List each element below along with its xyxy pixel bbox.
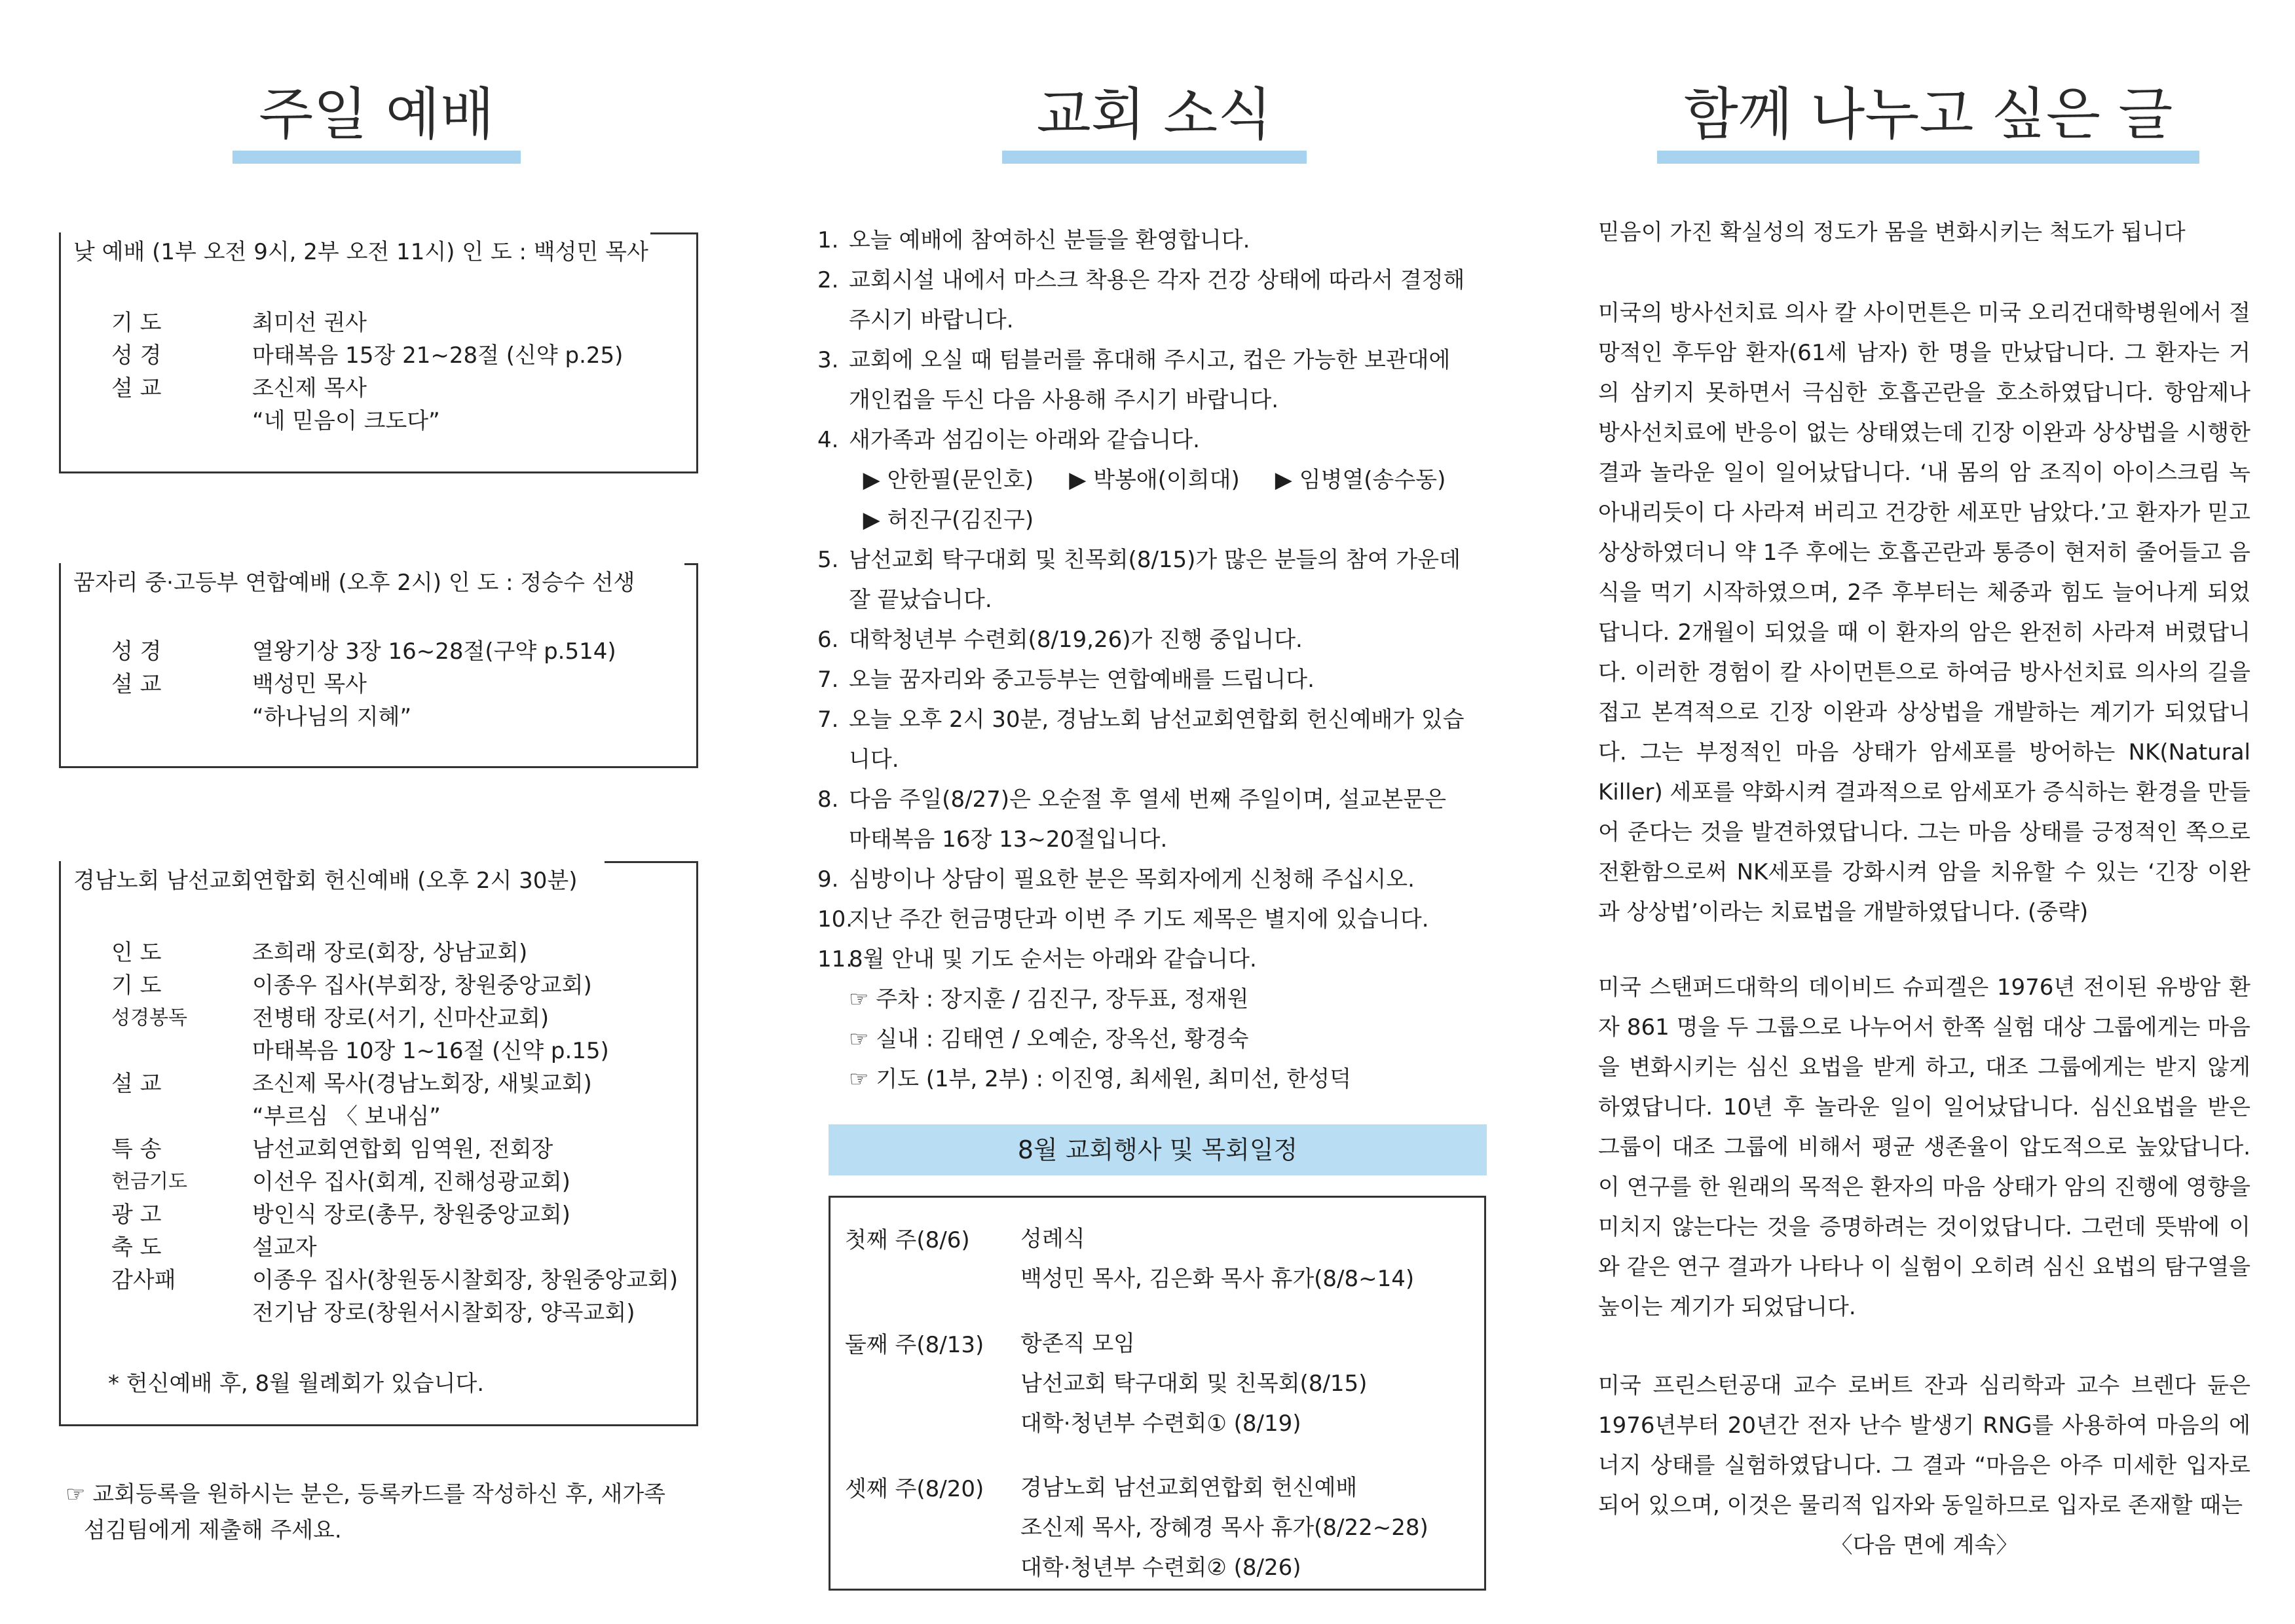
registration-note-line1: ☞ 교회등록을 원하시는 분은, 등록카드를 작성하신 후, 새가족 bbox=[65, 1481, 666, 1507]
news-line-21 bbox=[817, 1020, 1248, 1060]
news-num-4: 3. bbox=[817, 347, 839, 373]
youth-service-top-line bbox=[684, 563, 696, 565]
union-value-8: 이선우 집사(회계, 진해성광교회) bbox=[252, 1169, 570, 1195]
news-line-20 bbox=[817, 980, 1248, 1020]
news-text-13: 오늘 오후 2시 30분, 경남노회 남선교회연합회 헌신예배가 있습 bbox=[849, 707, 1465, 733]
news-line-5 bbox=[817, 380, 1278, 420]
day-service-top-line bbox=[650, 232, 696, 234]
schedule-week-1-event-2: 백성민 목사, 김은화 목사 휴가(8/8~14) bbox=[1020, 1266, 1415, 1292]
day-service-value-1: 최미선 권사 bbox=[252, 310, 367, 336]
news-num-11: 6. bbox=[817, 627, 839, 653]
share-heading bbox=[1657, 75, 2199, 170]
union-label-7: 특 송 bbox=[111, 1136, 162, 1162]
news-line-12 bbox=[817, 660, 1315, 700]
news-line-7 bbox=[817, 460, 1446, 500]
worship-heading-text: 주일 예배 bbox=[259, 82, 494, 147]
news-text-8: ▶ 허진구(김진구) bbox=[849, 507, 1034, 533]
union-label-2: 기 도 bbox=[111, 972, 162, 999]
union-value-4: 마태복음 10장 1~16절 (신약 p.15) bbox=[252, 1038, 609, 1064]
youth-service-value-1: 열왕기상 3장 16~28절(구약 p.514) bbox=[252, 638, 616, 665]
essay-paragraph-2-text: 미국 스탠퍼드대학의 데이비드 슈피겔은 1976년 전이된 유방암 환자 861 명을 두 그룹으로 나누어서 한쪽 실험 대상 그룹에게는 마음을 변화시키는 심신 요법을 받게 하고, 대조 그룹에게는 받지 않게 하였답니다. 10년 후 놀라운 일이 일어났답니다. 심신요법을 받은 그룹이 대조 그룹에 비해서 평균 생존율이 압도적으로 높았답니다. 이 연구를 한 원래의 목적은 환자의 마음 상태가 암의 진행에 영향을 미치지 않는다는 것을 증명하려는 것이었답니다. 그런데 뜻밖에 이와 같은 연구 결과가 나타나 이 실험이 오히려 심신 요법의 탐구열을 높이는 계기가 되었답니다. bbox=[1598, 974, 2250, 1320]
schedule-week-3-event-1: 경남노회 남선교회연합회 헌신예배 bbox=[1020, 1475, 1358, 1501]
schedule-week-1-event-1: 성례식 bbox=[1020, 1226, 1085, 1252]
union-value-10: 설교자 bbox=[252, 1234, 317, 1261]
news-heading bbox=[1002, 75, 1307, 170]
union-value-6: “부르심 〈 보내심” bbox=[252, 1103, 441, 1130]
news-line-3 bbox=[817, 301, 1014, 341]
news-text-19: 8월 안내 및 기도 순서는 아래와 같습니다. bbox=[849, 946, 1257, 972]
day-service-label-2: 성 경 bbox=[111, 342, 162, 369]
news-line-16 bbox=[817, 820, 1167, 860]
day-service-value-2: 마태복음 15장 21~28절 (신약 p.25) bbox=[252, 342, 624, 369]
news-text-12: 오늘 꿈자리와 중고등부는 연합예배를 드립니다. bbox=[849, 667, 1315, 693]
news-line-14 bbox=[817, 740, 899, 780]
schedule-week-2-event-2: 남선교회 탁구대회 및 친목회(8/15) bbox=[1020, 1371, 1368, 1397]
news-line-6 bbox=[817, 420, 1200, 460]
news-text-2: 교회시설 내에서 마스크 착용은 각자 건강 상태에 따라서 결정해 bbox=[849, 267, 1465, 293]
schedule-week-2-event-1: 항존직 모임 bbox=[1020, 1331, 1136, 1357]
schedule-week-3: 셋째 주(8/20) bbox=[845, 1476, 984, 1502]
schedule-week-2: 둘째 주(8/13) bbox=[845, 1332, 984, 1358]
news-text-6: 새가족과 섬김이는 아래와 같습니다. bbox=[849, 427, 1200, 453]
union-value-2: 이종우 집사(부회장, 창원중앙교회) bbox=[252, 972, 592, 999]
essay-paragraph-1-text: 미국의 방사선치료 의사 칼 사이먼튼은 미국 오리건대학병원에서 절망적인 후두암 환자(61세 남자) 한 명을 만났답니다. 그 환자는 거의 삼키지 못하면서 극심한 호흡곤란을 호소하였답니다. 항암제나 방사선치료에 반응이 없는 상태였는데 긴장 이완과 상상법을 시행한 결과 놀라운 일이 일어났답니다. ‘내 몸의 암 조직이 아이스크림 녹아내리듯이 다 사라져 버리고 건강한 세포만 남았다.’고 환자가 믿고 상상하였더니 약 1주 후에는 호흡곤란과 통증이 현저히 줄어들고 음식을 먹기 시작하였으며, 2주 후부터는 체중과 힘도 늘어나게 되었답니다. 2개월이 되었을 때 이 환자의 암은 완전히 사라져 버렸답니다. 이러한 경험이 칼 사이먼튼으로 하여금 방사선치료 의사의 길을 접고 본격적으로 긴장 이완과 상상법을 개발하는 계기가 되었답니다. 그는 부정적인 마음 상태가 암세포를 방어하는 NK(Natural Killer) 세포를 약화시켜 결과적으로 암세포가 증식하는 환경을 만들어 준다는 것을 발견하였답니다. 그는 마음 상태를 긍정적인 쪽으로 전환함으로써 NK세포를 강화시켜 암을 치유할 수 있는 ‘긴장 이완과 상상법’이라는 치료법을 개발하였답니다. (중략) bbox=[1598, 300, 2250, 925]
essay-paragraph-1 bbox=[1598, 293, 2250, 932]
youth-service-value-2: 백성민 목사 bbox=[252, 671, 367, 697]
schedule-week-1: 첫째 주(8/6) bbox=[845, 1227, 970, 1253]
essay-continued: 〈다음 면에 계속〉 bbox=[1830, 1532, 2019, 1559]
news-num-12: 7. bbox=[817, 667, 839, 693]
union-value-5: 조신제 목사(경남노회장, 새빛교회) bbox=[252, 1071, 592, 1097]
news-line-22 bbox=[817, 1060, 1351, 1099]
news-text-10: 잘 끝났습니다. bbox=[849, 587, 992, 613]
news-text-17: 심방이나 상담이 필요한 분은 목회자에게 신청해 주십시오. bbox=[849, 866, 1415, 893]
news-line-15 bbox=[817, 780, 1446, 820]
news-text-3: 주시기 바랍니다. bbox=[849, 307, 1014, 333]
news-line-2 bbox=[817, 261, 1465, 301]
union-value-11: 이종우 집사(창원동시찰회장, 창원중앙교회) bbox=[252, 1267, 679, 1293]
news-num-2: 2. bbox=[817, 267, 839, 293]
union-value-9: 방인식 장로(총무, 창원중앙교회) bbox=[252, 1202, 570, 1228]
news-num-17: 9. bbox=[817, 866, 839, 893]
news-num-15: 8. bbox=[817, 786, 839, 813]
news-text-18: 지난 주간 헌금명단과 이번 주 기도 제목은 별지에 있습니다. bbox=[849, 906, 1429, 932]
schedule-box bbox=[829, 1196, 1486, 1591]
news-line-9 bbox=[817, 540, 1461, 580]
news-text-15: 다음 주일(8/27)은 오순절 후 열세 번째 주일이며, 설교본문은 bbox=[849, 786, 1446, 813]
news-line-19 bbox=[817, 940, 1257, 980]
news-line-10 bbox=[817, 580, 992, 620]
news-num-19: 11. bbox=[817, 946, 853, 972]
news-text-22: ☞ 기도 (1부, 2부) : 이진영, 최세원, 최미선, 한성덕 bbox=[849, 1066, 1351, 1092]
news-text-16: 마태복음 16장 13~20절입니다. bbox=[849, 826, 1168, 853]
day-service-label-3: 설 교 bbox=[111, 375, 162, 401]
news-text-5: 개인컵을 두신 다음 사용해 주시기 바랍니다. bbox=[849, 387, 1279, 413]
schedule-week-3-event-3: 대학·청년부 수련회② (8/26) bbox=[1020, 1555, 1301, 1581]
union-value-3: 전병태 장로(서기, 신마산교회) bbox=[252, 1005, 550, 1031]
news-line-8 bbox=[817, 500, 1034, 540]
essay-paragraph-3 bbox=[1598, 1366, 2250, 1526]
news-line-11 bbox=[817, 620, 1303, 660]
essay-paragraph-3-text: 미국 프린스턴공대 교수 로버트 잔과 심리학과 교수 브렌다 듄은 1976년부터 20년간 전자 난수 발생기 RNG를 사용하여 마음의 에너지 상태를 실험하였답니다. 그 결과 “마음은 아주 미세한 입자로 되어 있으며, 이것은 물리적 입자와 동일하므로 입자로 존재할 때는 bbox=[1598, 1373, 2250, 1519]
youth-service-label-2: 설 교 bbox=[111, 671, 162, 697]
union-value-12: 전기남 장로(창원서시찰회장, 양곡교회) bbox=[252, 1300, 635, 1326]
union-service-top-line bbox=[605, 861, 696, 863]
union-label-11: 감사패 bbox=[111, 1267, 176, 1293]
news-line-17 bbox=[817, 860, 1415, 900]
day-service-value-3: 조신제 목사 bbox=[252, 375, 367, 401]
union-service-title: 경남노회 남선교회연합회 헌신예배 (오후 2시 30분) bbox=[73, 868, 578, 894]
day-service-title: 낮 예배 (1부 오전 9시, 2부 오전 11시) 인 도 : 백성민 목사 bbox=[73, 239, 648, 265]
union-footnote: * 헌신예배 후, 8월 월례회가 있습니다. bbox=[108, 1371, 485, 1397]
union-label-9: 광 고 bbox=[111, 1202, 162, 1228]
day-service-value-4: “네 믿음이 크도다” bbox=[252, 408, 440, 434]
essay-paragraph-2 bbox=[1598, 968, 2250, 1327]
news-text-9: 남선교회 탁구대회 및 친목회(8/15)가 많은 분들의 참여 가운데 bbox=[849, 547, 1461, 573]
news-num-18: 10. bbox=[817, 906, 853, 932]
union-label-3: 성경봉독 bbox=[111, 1006, 187, 1029]
day-service-label-1: 기 도 bbox=[111, 310, 162, 336]
news-text-1: 오늘 예배에 참여하신 분들을 환영합니다. bbox=[849, 227, 1250, 253]
news-num-13: 7. bbox=[817, 707, 839, 733]
union-label-8: 헌금기도 bbox=[111, 1170, 187, 1193]
worship-heading bbox=[233, 75, 521, 170]
news-num-6: 4. bbox=[817, 427, 839, 453]
union-label-1: 인 도 bbox=[111, 940, 162, 966]
union-label-5: 설 교 bbox=[111, 1071, 162, 1097]
news-text-20: ☞ 주차 : 장지훈 / 김진구, 장두표, 정재원 bbox=[849, 986, 1249, 1012]
registration-note-line2: 섬김팀에게 제출해 주세요. bbox=[84, 1517, 342, 1543]
schedule-week-3-event-2: 조신제 목사, 장혜경 목사 휴가(8/22~28) bbox=[1020, 1515, 1428, 1541]
news-line-1 bbox=[817, 221, 1250, 261]
news-text-4: 교회에 오실 때 텀블러를 휴대해 주시고, 컵은 가능한 보관대에 bbox=[849, 347, 1451, 373]
news-text-7: ▶ 안한필(문인호) ▶ 박봉애(이희대) ▶ 임병열(송수동) bbox=[849, 467, 1446, 493]
news-line-4 bbox=[817, 341, 1450, 380]
share-heading-text: 함께 나누고 싶은 글 bbox=[1683, 82, 2173, 147]
union-label-10: 축 도 bbox=[111, 1234, 162, 1261]
news-line-18 bbox=[817, 900, 1429, 940]
essay-subtitle: 믿음이 가진 확실성의 정도가 몸을 변화시키는 척도가 됩니다 bbox=[1598, 219, 2186, 246]
schedule-banner: 8월 교회행사 및 목회일정 bbox=[829, 1124, 1487, 1175]
news-num-9: 5. bbox=[817, 547, 839, 573]
schedule-week-2-event-3: 대학·청년부 수련회① (8/19) bbox=[1020, 1411, 1301, 1437]
news-text-11: 대학청년부 수련회(8/19,26)가 진행 중입니다. bbox=[849, 627, 1303, 653]
youth-service-value-3: “하나님의 지혜” bbox=[252, 704, 412, 730]
youth-service-label-1: 성 경 bbox=[111, 638, 162, 665]
youth-service-title: 꿈자리 중·고등부 연합예배 (오후 2시) 인 도 : 정승수 선생 bbox=[73, 570, 635, 596]
news-line-13 bbox=[817, 700, 1465, 740]
union-value-7: 남선교회연합회 임역원, 전회장 bbox=[252, 1136, 553, 1162]
union-value-1: 조희래 장로(회장, 상남교회) bbox=[252, 940, 528, 966]
news-heading-text: 교회 소식 bbox=[1036, 82, 1273, 147]
news-num-1: 1. bbox=[817, 227, 839, 253]
news-text-21: ☞ 실내 : 김태연 / 오예순, 장옥선, 황경숙 bbox=[849, 1026, 1249, 1052]
news-text-14: 니다. bbox=[849, 747, 899, 773]
